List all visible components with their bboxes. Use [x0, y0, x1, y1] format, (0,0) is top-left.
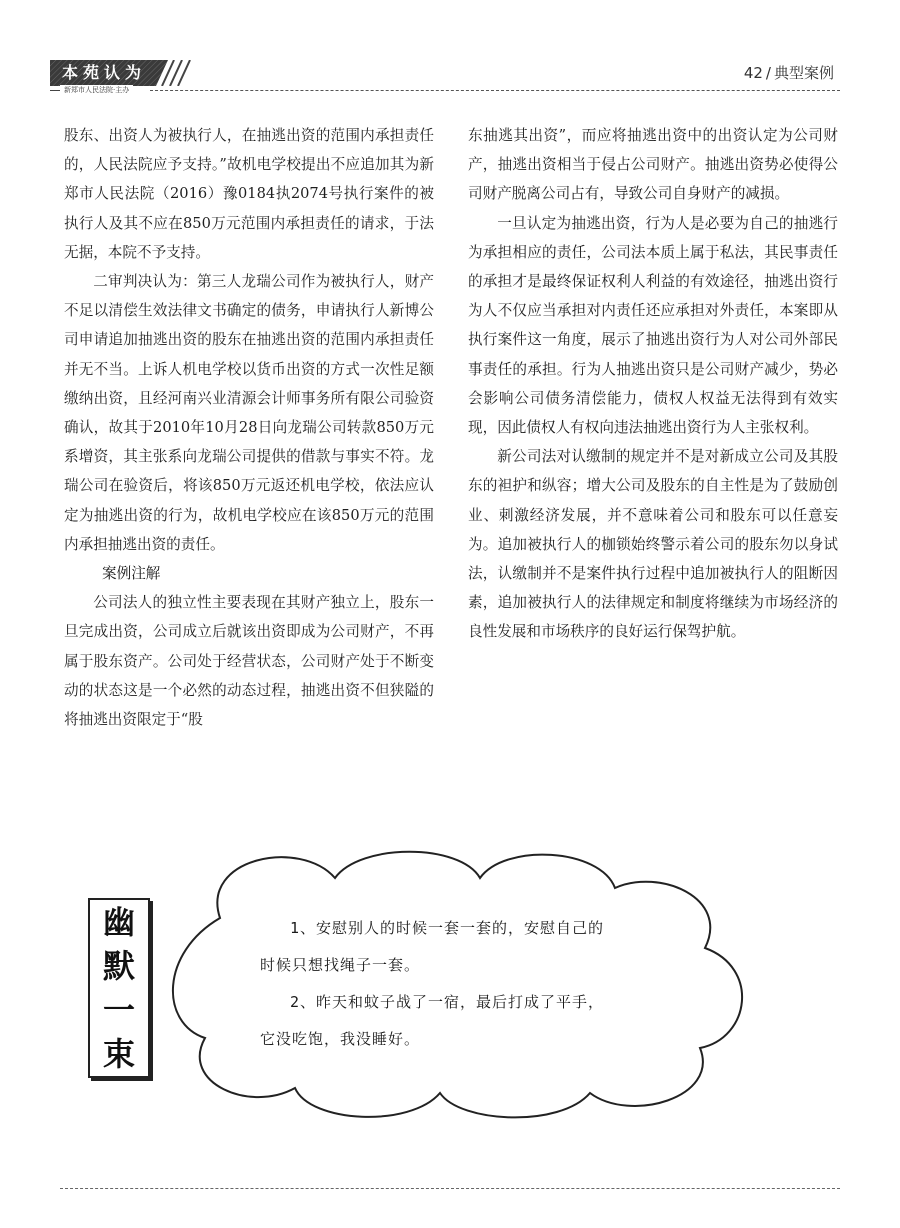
humor-title-char-2: 默 — [102, 947, 135, 985]
joke-text-block — [260, 910, 680, 1058]
section-title: 本苑认为 — [62, 63, 147, 82]
humor-title-char-3: 一 — [102, 991, 135, 1029]
header-subtitle: 新郑市人民法院·主办 — [60, 85, 133, 95]
joke-2-line-2: 它没吃饱，我没睡好。 — [260, 1030, 421, 1048]
joke-2-line-1: 2、昨天和蚊子战了一宿，最后打成了平手， — [290, 993, 605, 1011]
page-separator: / — [765, 64, 771, 82]
case-note-heading: 案例注解 — [102, 565, 161, 583]
left-column — [64, 121, 434, 734]
right-paragraph-3: 新公司法对认缴制的规定并不是对新成立公司及其股东的袒护和纵容；增大公司及股东的自主性是为了鼓励创业、刺激经济发展，并不意味着公司和股东可以任意妄为。追加被执行人的枷锁始终警示着公司的股东勿以身试法，认缴制并不是案件执行过程中追加被执行人的阻断因素，追加被执行人的法律规定和制度将继续为市场经济的良性发展和市场秩序的良好运行保驾护航。 — [468, 448, 838, 641]
right-paragraph-1: 东抽逃其出资”，而应将抽逃出资中的出资认定为公司财产，抽逃出资相当于侵占公司财产。抽逃出资势必使得公司财产脱离公司占有，导致公司自身财产的减损。 — [468, 127, 838, 203]
left-paragraph-2: 二审判决认为：第三人龙瑞公司作为被执行人，财产不足以清偿生效法律文书确定的债务，申请执行人新博公司申请追加抽逃出资的股东在抽逃出资的范围内承担责任并无不当。上诉人机电学校以货币出资的方式一次性足额缴纳出资，且经河南兴业清源会计师事务所有限公司验资确认，故其于2010年10月28日向龙瑞公司转款850万元系增资，其主张系向龙瑞公司提供的借款与事实不符。龙瑞公司在验资后，将该850万元返还机电学校，依法应认定为抽逃出资的行为，故机电学校应在该850万元的范围内承担抽逃出资的责任。 — [64, 273, 434, 553]
page-category: 典型案例 — [773, 64, 834, 82]
page-number: 42 — [743, 64, 763, 82]
humor-title-char-1: 幽 — [102, 903, 135, 941]
left-paragraph-3: 公司法人的独立性主要表现在其财产独立上，股东一旦完成出资，公司成立后就该出资即成为公司财产，不再属于股东资产。公司处于经营状态，公司财产处于不断变动的状态这是一个必然的动态过程，抽逃出资不但狭隘的将抽逃出资限定于“股 — [64, 594, 434, 729]
page-header-right — [744, 62, 834, 83]
left-paragraph-1: 股东、出资人为被执行人，在抽逃出资的范围内承担责任的，人民法院应予支持。”故机电学校提出不应追加其为新郑市人民法院（2016）豫0184执2074号执行案件的被执行人及其不应在850万元范围内承担责任的请求，于法无据，本院不予支持。 — [64, 127, 434, 261]
footer-rule — [60, 1188, 840, 1189]
joke-1-line-1: 1、安慰别人的时候一套一套的，安慰自己的 — [290, 919, 605, 937]
humor-title-char-4: 束 — [102, 1035, 135, 1073]
section-header-badge — [50, 60, 198, 86]
header-rule-left — [50, 90, 60, 91]
joke-1-line-2: 时候只想找绳子一套。 — [260, 956, 421, 974]
right-column — [468, 121, 838, 647]
right-paragraph-2: 一旦认定为抽逃出资，行为人是必要为自己的抽逃行为承担相应的责任，公司法本质上属于私法，其民事责任的承担才是最终保证权利人利益的有效途径，抽逃出资行为人不仅应当承担对内责任还应承担对外责任，本案即从执行案件这一角度，展示了抽逃出资行为人对公司外部民事责任的承担。行为人抽逃出资只是公司财产减少，势必会影响公司债务清偿能力，债权人权益无法得到有效实现，因此债权人有权向违法抽逃出资行为人主张权利。 — [468, 214, 838, 437]
humor-title-box — [88, 898, 150, 1078]
header-rule-right — [150, 90, 840, 91]
